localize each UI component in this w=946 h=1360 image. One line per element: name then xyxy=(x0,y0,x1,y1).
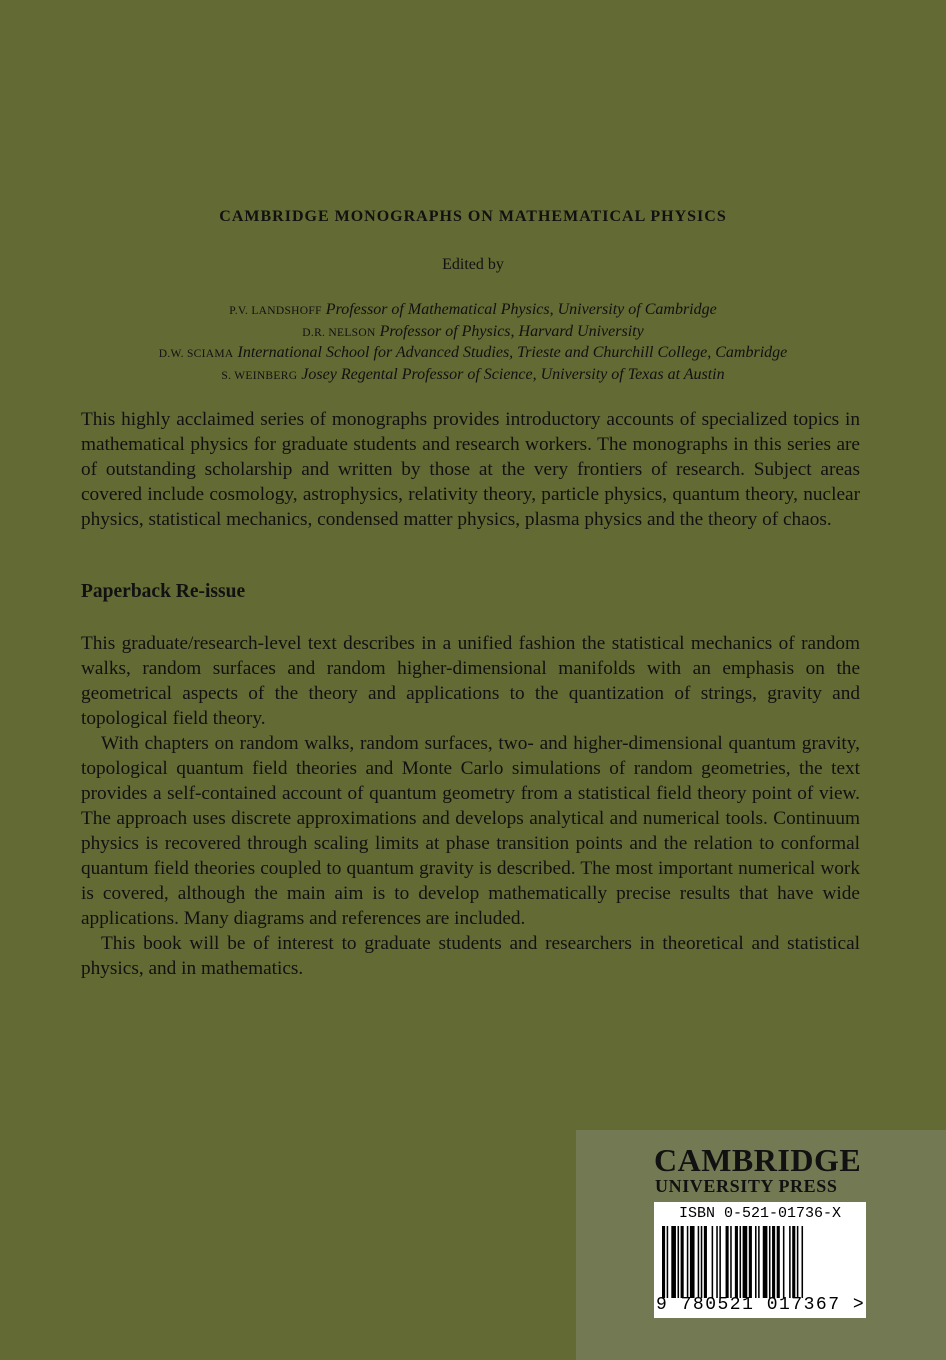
barcode-bar xyxy=(687,1226,689,1298)
barcode-bar xyxy=(772,1226,775,1298)
barcode-bar xyxy=(755,1226,757,1298)
editor-list xyxy=(0,300,946,386)
barcode-bar xyxy=(716,1226,718,1298)
editor-affiliation: Professor of Mathematical Physics, University of Cambridge xyxy=(325,301,717,318)
editor-line xyxy=(0,343,946,365)
editor-affiliation: Professor of Physics, Harvard University xyxy=(379,322,644,340)
publisher-logo-subname: UNIVERSITY PRESS xyxy=(655,1176,838,1196)
barcode-bar xyxy=(802,1226,804,1298)
barcode-bar xyxy=(749,1226,752,1298)
barcode-bar xyxy=(704,1226,707,1298)
barcode-bar xyxy=(792,1226,795,1298)
edited-by-label: Edited by xyxy=(442,256,504,273)
series-title: CAMBRIDGE MONOGRAPHS ON MATHEMATICAL PHYSICS xyxy=(219,208,727,225)
series-description: This highly acclaimed series of monographs provides introductory accounts of specialized topics in mathematical physics for graduate students and research workers. The monographs in this series are of outstanding scholarship and written by those at the very frontiers of research. Subject areas covered include cosmology, astrophysics, relativity theory, particle physics, quantum theory, nuclear physics, statistical mechanics, condensed matter physics, plasma physics and the theory of chaos. xyxy=(81,409,860,530)
barcode-bar xyxy=(698,1226,700,1298)
book-description xyxy=(81,631,860,981)
barcode-bar xyxy=(789,1226,791,1298)
reissue-heading: Paperback Re-issue xyxy=(81,581,246,602)
barcode-bar xyxy=(719,1226,721,1298)
barcode-bar xyxy=(783,1226,785,1298)
barcode-bar xyxy=(735,1226,738,1298)
barcode-bar xyxy=(712,1226,714,1298)
barcode-bar xyxy=(740,1226,742,1298)
editor-name: D.W. SCIAMA xyxy=(158,348,234,360)
barcode-bar xyxy=(769,1226,771,1298)
publisher-box xyxy=(576,1130,946,1360)
editor-name: P.V. LANDSHOFF xyxy=(229,305,322,317)
editor-affiliation: International School for Advanced Studies, Trieste and Churchill College, Cambridge xyxy=(237,344,788,361)
barcode-bar xyxy=(667,1226,669,1298)
editor-affiliation: Josey Regental Professor of Science, University of Texas at Austin xyxy=(301,365,725,383)
barcode-bar xyxy=(730,1226,732,1298)
description-paragraph: This graduate/research-level text describes in a unified fashion the statistical mechanics of random walks, random surfaces and random higher-dimensional manifolds with an emphasis on the geometrical aspects of the theory and applications to the quantization of strings, gravity and topological field theory. xyxy=(81,633,860,729)
publisher-logo-name: CAMBRIDGE xyxy=(654,1142,862,1178)
barcode-bar xyxy=(690,1226,695,1298)
editor-line xyxy=(0,322,946,344)
barcode-bar xyxy=(763,1226,768,1298)
barcode-bar xyxy=(726,1226,729,1298)
ean-number: 9 780521 017367 > xyxy=(656,1295,866,1315)
barcode-bar xyxy=(777,1226,780,1298)
barcode-bar xyxy=(671,1226,676,1298)
description-paragraph: This book will be of interest to graduate students and researchers in theoretical and statistical physics, and in mathematics. xyxy=(81,933,860,979)
barcode-bar xyxy=(743,1226,748,1298)
barcode-bar xyxy=(797,1226,799,1298)
barcode-bar xyxy=(758,1226,760,1298)
description-paragraph: With chapters on random walks, random surfaces, two- and higher-dimensional quantum gravity, topological quantum field theories and Monte Carlo simulations of random geometries, the text provides a self-contained account of quantum geometry from a statistical field theory point of view. The approach uses discrete approximations and develops analytical and numerical tools. Continuum physics is recovered through scaling limits at phase transition points and the relation to conformal quantum field theories coupled to quantum gravity is described. The most important numerical work is covered, although the main aim is to develop mathematically precise results that have wide applications. Many diagrams and references are included. xyxy=(81,733,860,929)
editor-name: S. WEINBERG xyxy=(221,369,298,382)
editor-name: D.R. NELSON xyxy=(302,326,376,339)
barcode-label xyxy=(654,1202,866,1318)
editor-line xyxy=(0,365,946,387)
barcode-bar xyxy=(681,1226,684,1298)
barcode-icon xyxy=(660,1226,860,1298)
editor-line xyxy=(0,300,946,322)
isbn-number: ISBN 0-521-01736-X xyxy=(678,1205,842,1222)
barcode-bar xyxy=(678,1226,680,1298)
barcode-bar xyxy=(662,1226,665,1298)
barcode-bar xyxy=(701,1226,703,1298)
